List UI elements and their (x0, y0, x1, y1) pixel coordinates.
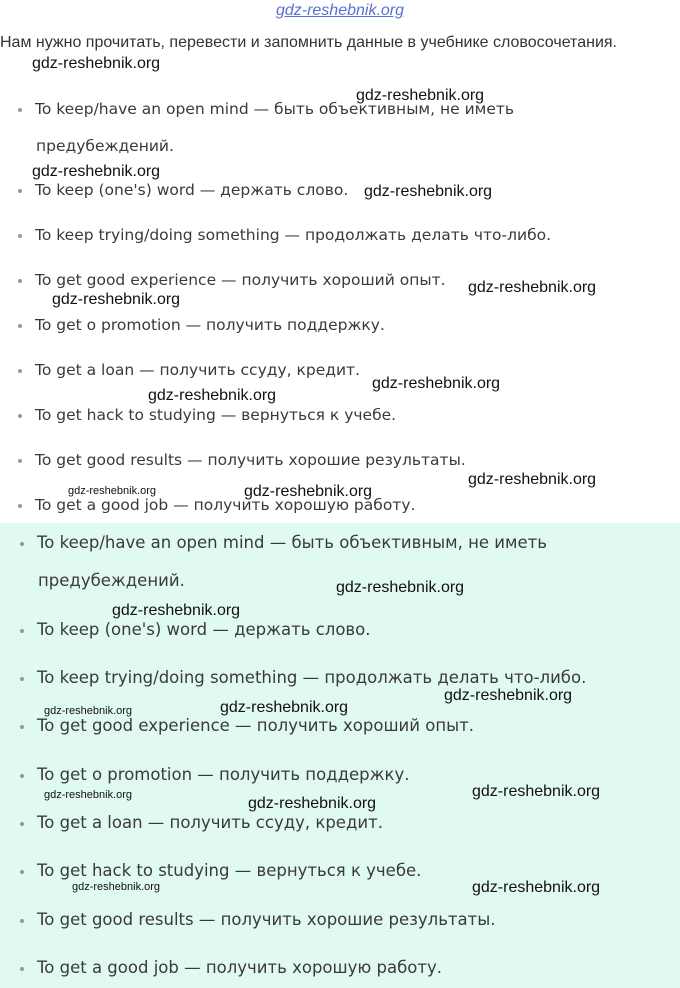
bullet-icon (20, 870, 24, 874)
bullet-icon (20, 677, 24, 681)
bullet-icon (20, 774, 24, 778)
watermark: gdz-reshebnik.org (468, 279, 597, 296)
list-item: To keep (one's) word — держать слово. (18, 181, 348, 199)
bullet-icon (20, 542, 24, 546)
bullet-icon (20, 725, 24, 729)
watermark: gdz-reshebnik.org (32, 163, 161, 180)
watermark: gdz-reshebnik.org (112, 602, 241, 619)
watermark: gdz-reshebnik.org (364, 183, 493, 200)
watermark: gdz-reshebnik.org (32, 55, 161, 72)
watermark: gdz-reshebnik.org (68, 485, 157, 497)
bullet-icon (18, 324, 22, 328)
bullet-icon (18, 459, 22, 463)
list-item: To get o promotion — получить поддержку. (20, 765, 409, 784)
bullet-icon (20, 967, 24, 971)
bullet-icon (18, 504, 22, 508)
bullet-icon (20, 822, 24, 826)
watermark: gdz-reshebnik.org (44, 789, 133, 801)
list-item: To get a good job — получить хорошую работу. (18, 496, 415, 514)
watermark: gdz-reshebnik.org (52, 291, 181, 308)
list-item: To get good results — получить хорошие результаты. (18, 451, 466, 469)
list-item: To get a loan — получить ссуду, кредит. (18, 361, 360, 379)
list-item: To get hack to studying — вернуться к учебе. (20, 861, 421, 880)
bullet-icon (18, 108, 22, 112)
watermark: gdz-reshebnik.org (72, 881, 161, 893)
watermark: gdz-reshebnik.org (148, 387, 277, 404)
list-item: To get o promotion — получить поддержку. (18, 316, 385, 334)
bullet-icon (20, 919, 24, 923)
watermark: gdz-reshebnik.org (336, 579, 465, 596)
list-item: To get good experience — получить хороший опыт. (18, 271, 446, 289)
intro-text: Нам нужно прочитать, перевести и запомнить данные в учебнике словосочетания. (0, 34, 617, 51)
list-item: To get good results — получить хорошие результаты. (20, 910, 496, 929)
bullet-icon (18, 189, 22, 193)
watermark: gdz-reshebnik.org (220, 699, 349, 716)
list-item: To get a loan — получить ссуду, кредит. (20, 813, 383, 832)
list-item: To keep/have an open mind — быть объективным, не иметь (20, 533, 547, 552)
watermark: gdz-reshebnik.org (444, 687, 573, 704)
list-item: To keep trying/doing something — продолжать делать что-либо. (20, 668, 586, 687)
bullet-icon (18, 369, 22, 373)
watermark: gdz-reshebnik.org (472, 879, 601, 896)
list-item-continuation: предубеждений. (38, 571, 185, 590)
watermark: gdz-reshebnik.org (468, 471, 597, 488)
watermark: gdz-reshebnik.org (244, 483, 373, 500)
list-item: To keep (one's) word — держать слово. (20, 620, 370, 639)
watermark: gdz-reshebnik.org (372, 375, 501, 392)
bullet-icon (18, 279, 22, 283)
watermark: gdz-reshebnik.org (44, 705, 133, 717)
bullet-icon (18, 414, 22, 418)
site-watermark-link[interactable]: gdz-reshebnik.org (275, 2, 405, 19)
list-item: To keep trying/doing something — продолжать делать что-либо. (18, 226, 551, 244)
watermark: gdz-reshebnik.org (472, 783, 601, 800)
list-item: To get a good job — получить хорошую работу. (20, 958, 442, 977)
watermark: gdz-reshebnik.org (248, 795, 377, 812)
bullet-icon (20, 629, 24, 633)
bullet-icon (18, 234, 22, 238)
watermark: gdz-reshebnik.org (356, 87, 485, 104)
list-item: To get good experience — получить хороший опыт. (20, 716, 474, 735)
list-item-continuation: предубеждений. (36, 137, 174, 155)
list-item: To keep/have an open mind — быть объективным, не иметь (18, 100, 514, 118)
list-item: To get hack to studying — вернуться к учебе. (18, 406, 396, 424)
